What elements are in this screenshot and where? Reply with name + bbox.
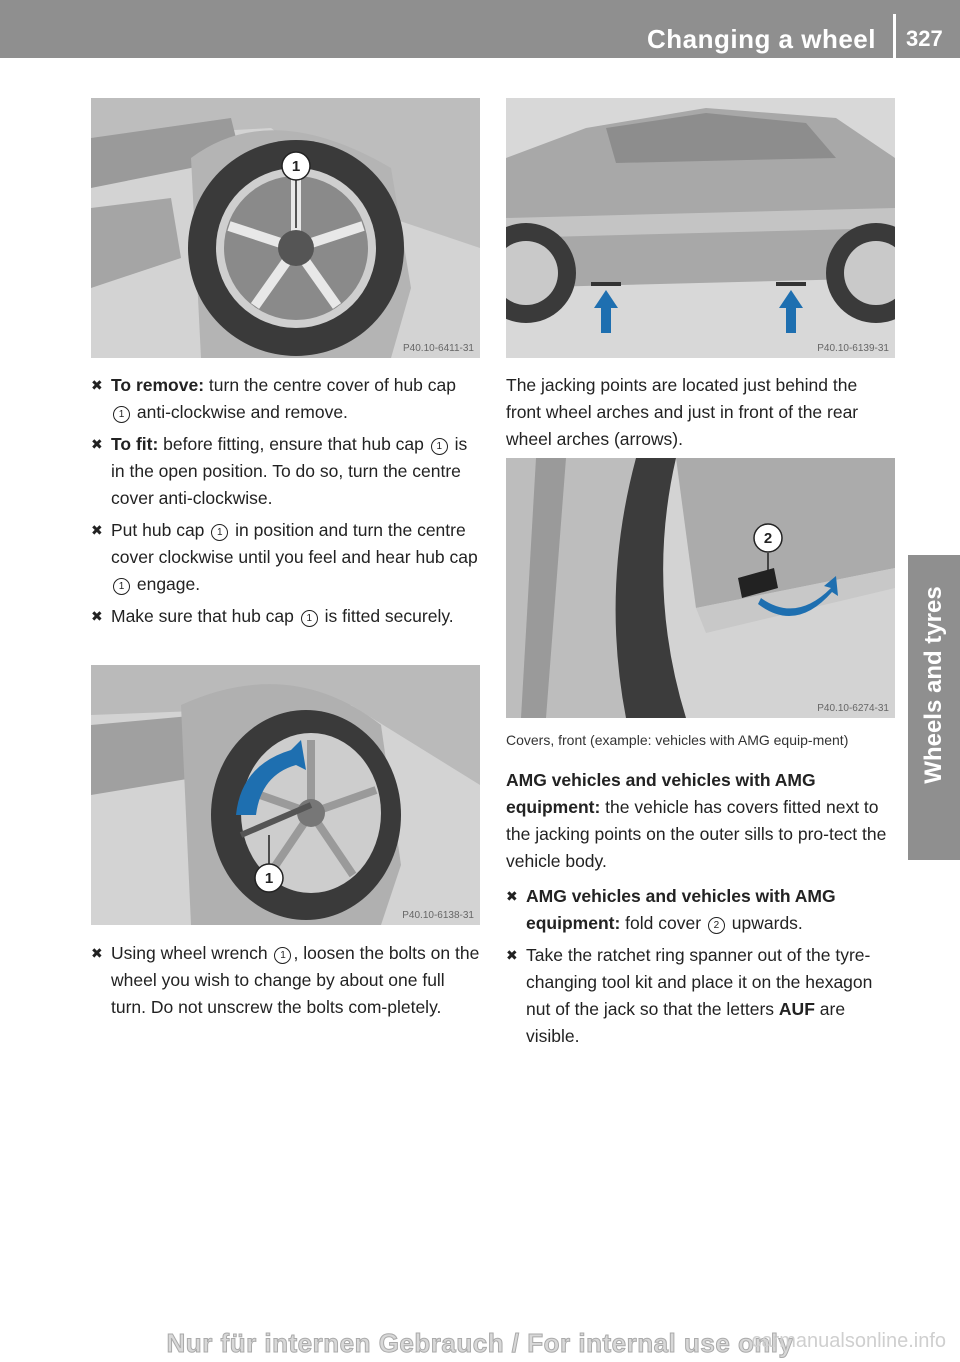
wheel-wrench-illustration	[91, 665, 480, 925]
jacking-points-illustration	[506, 98, 895, 358]
cover-illustration	[506, 458, 895, 718]
callout-number: 1	[211, 524, 228, 541]
instruction-step: ✖ AMG vehicles and vehicles with AMG equipment: fold cover 2 upwards.	[506, 883, 896, 937]
instruction-step: ✖ To fit: before fitting, ensure that hub cap 1 is in the open position. To do so, turn the centre cover anti-clockwise.	[91, 431, 480, 512]
left-column-top	[91, 372, 480, 635]
callout-number: 2	[708, 917, 725, 934]
figure-code: P40.10-6274-31	[817, 703, 889, 714]
hub-cap-illustration	[91, 98, 480, 358]
side-tab-label: Wheels and tyres	[920, 586, 947, 784]
figure-cover	[506, 458, 895, 718]
callout-number: 1	[113, 406, 130, 423]
step-arrow-icon: ✖	[91, 945, 103, 961]
step-arrow-icon: ✖	[91, 377, 103, 393]
header-divider	[893, 14, 896, 58]
footer-source: carmanualsonline.info	[751, 1330, 946, 1352]
paragraph: The jacking points are located just behind the front wheel arches and just in front of the rear wheel arches (arrows).	[506, 375, 859, 449]
figure-code: P40.10-6139-31	[817, 343, 889, 354]
callout-number: 1	[301, 610, 318, 627]
step-arrow-icon: ✖	[506, 947, 518, 963]
step-arrow-icon: ✖	[91, 608, 103, 624]
instruction-step: ✖ Using wheel wrench 1 , loosen the bolts on the wheel you wish to change by about one full turn. Do not unscrew the bolts com-pletely.	[91, 940, 480, 1021]
right-column-top	[506, 372, 896, 461]
page-number: 327	[906, 26, 943, 51]
instruction-step: ✖ Take the ratchet ring spanner out of the tyre-changing tool kit and place it on the hexagon nut of the jack so that the letters AUF are visible.	[506, 942, 896, 1050]
instruction-step: ✖ To remove: turn the centre cover of hub cap 1 anti-clockwise and remove.	[91, 372, 480, 426]
svg-text:1: 1	[264, 870, 274, 887]
page-title: Changing a wheel	[646, 24, 876, 54]
figure-hub-cap	[91, 98, 480, 358]
figure-code: P40.10-6411-31	[403, 343, 474, 354]
left-column-bottom	[91, 940, 480, 1026]
step-arrow-icon: ✖	[506, 888, 518, 904]
svg-text:1: 1	[291, 158, 301, 175]
callout-number: 1	[113, 578, 130, 595]
right-column-bottom	[506, 728, 896, 1055]
callout-number: 1	[274, 947, 291, 964]
figure-caption: Covers, front (example: vehicles with AMG equip-ment)	[506, 732, 849, 748]
figure-code: P40.10-6138-31	[402, 910, 474, 921]
svg-text:2: 2	[763, 530, 773, 547]
instruction-step: ✖ Make sure that hub cap 1 is fitted securely.	[91, 603, 480, 630]
footer-watermark: Nur für internen Gebrauch / For internal use only	[166, 1328, 794, 1358]
figure-wheel-wrench	[91, 665, 480, 925]
figure-jacking-points	[506, 98, 895, 358]
instruction-step: ✖ Put hub cap 1 in position and turn the centre cover clockwise until you feel and hear hub cap 1 engage.	[91, 517, 480, 598]
step-arrow-icon: ✖	[91, 436, 103, 452]
paragraph: AMG vehicles and vehicles with AMG equipment: the vehicle has covers fitted next to the jacking points on the outer sills to pro-tect the vehicle body.	[506, 770, 887, 871]
callout-number: 1	[431, 438, 448, 455]
step-arrow-icon: ✖	[91, 522, 103, 538]
